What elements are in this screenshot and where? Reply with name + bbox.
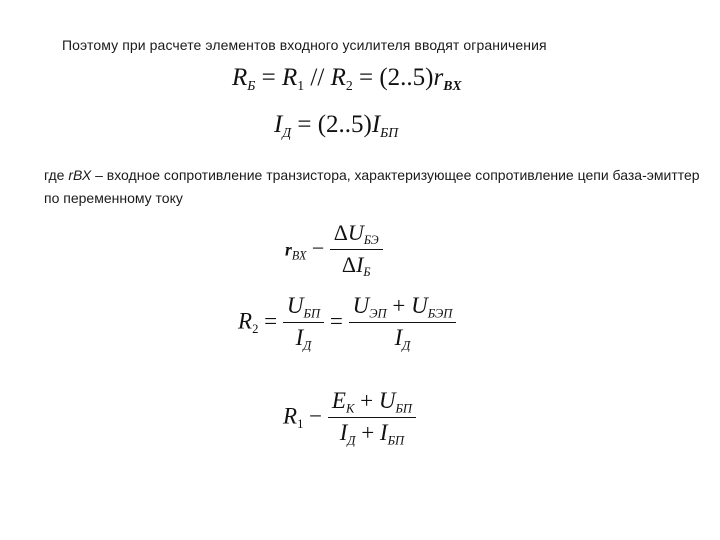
eq3-num-sub: БЭ bbox=[363, 233, 379, 248]
equation-r1 bbox=[283, 388, 416, 449]
eq4-lhs: R bbox=[238, 308, 253, 334]
equation-r2 bbox=[238, 293, 456, 354]
eq5-num-b: U bbox=[378, 388, 396, 413]
eq5-numerator bbox=[328, 388, 416, 418]
eq4-f1-denominator bbox=[283, 323, 324, 353]
eq3-den-sub: Б bbox=[363, 265, 371, 280]
eq1-rvx-sub: BX bbox=[443, 77, 462, 93]
eq5-den-a-sub: Д bbox=[347, 433, 356, 448]
eq4-f1-num-sub: БП bbox=[303, 306, 321, 321]
eq3-num-var: U bbox=[347, 220, 364, 245]
eq4-lhs-sub: 2 bbox=[252, 322, 259, 337]
eq5-op: − bbox=[303, 403, 328, 429]
eq4-f1-num-var: U bbox=[286, 293, 304, 318]
eq4-f2-num-b: U bbox=[411, 293, 428, 318]
eq2-ib-sub: БП bbox=[380, 124, 399, 140]
eq1-equals: = bbox=[255, 64, 283, 91]
intro-text: Поэтому при расчете элементов входного усилителя вводят ограничения bbox=[62, 37, 547, 53]
eq1-parallel: // bbox=[304, 64, 331, 91]
eq3-lhs-sub: ВХ bbox=[291, 248, 307, 263]
eq1-r2: R bbox=[330, 64, 346, 91]
eq4-equals: = bbox=[258, 308, 283, 334]
eq4-f2-numerator bbox=[349, 293, 457, 323]
eq1-r2-sub: 2 bbox=[345, 77, 353, 93]
eq5-den-b: I bbox=[379, 420, 388, 446]
eq2-coef: (2..5) bbox=[317, 111, 372, 138]
eq4-f2-denominator bbox=[349, 323, 457, 353]
eq4-f1-den-var: I bbox=[295, 325, 304, 351]
eq4-fraction-1 bbox=[283, 293, 324, 354]
eq3-den-delta: Δ bbox=[341, 252, 357, 278]
where-var: rВХ bbox=[68, 167, 92, 183]
eq5-lhs: R bbox=[283, 403, 298, 429]
eq3-lhs: r bbox=[285, 239, 292, 260]
eq5-num-a: E bbox=[331, 388, 346, 413]
equation-id-constraint bbox=[274, 111, 398, 141]
eq4-f2-num-a-sub: ЭП bbox=[369, 306, 387, 321]
eq3-num-delta: Δ bbox=[333, 220, 348, 245]
eq5-den-plus: + bbox=[355, 420, 380, 446]
eq4-f2-plus: + bbox=[386, 293, 412, 318]
eq3-numerator bbox=[330, 220, 383, 250]
eq5-fraction bbox=[328, 388, 416, 449]
eq5-num-plus: + bbox=[354, 388, 379, 413]
eq5-num-b-sub: БП bbox=[395, 401, 413, 416]
eq4-f1-den-sub: Д bbox=[303, 338, 312, 353]
eq3-fraction bbox=[330, 220, 383, 280]
eq4-f2-den-sub: Д bbox=[402, 338, 411, 353]
eq2-i-sub: Д bbox=[282, 124, 292, 140]
eq5-den-b-sub: БП bbox=[387, 433, 405, 448]
where-prefix: где bbox=[44, 167, 69, 183]
eq5-num-a-sub: К bbox=[345, 401, 355, 416]
eq1-equals-2: = bbox=[352, 64, 380, 91]
eq2-i: I bbox=[274, 111, 283, 138]
eq3-den-var: I bbox=[356, 252, 364, 278]
eq1-r: R bbox=[232, 64, 248, 91]
eq1-r1-sub: 1 bbox=[297, 77, 305, 93]
eq1-rvx: r bbox=[433, 64, 444, 91]
equation-rvx bbox=[285, 220, 383, 280]
eq2-ib: I bbox=[371, 111, 381, 138]
eq5-den-a: I bbox=[339, 420, 348, 446]
eq4-equals-2: = bbox=[324, 308, 349, 334]
eq5-lhs-sub: 1 bbox=[297, 417, 304, 432]
eq1-r1: R bbox=[282, 64, 298, 91]
eq4-f2-den-var: I bbox=[394, 325, 403, 351]
equation-rb-constraint bbox=[232, 64, 462, 94]
eq4-f1-numerator bbox=[283, 293, 324, 323]
eq4-f2-num-b-sub: БЭП bbox=[427, 306, 453, 321]
where-text: – входное сопротивление транзистора, характеризующее сопротивление цепи база-эмиттер по переменному току bbox=[44, 167, 700, 206]
eq2-equals: = bbox=[291, 111, 318, 138]
eq1-r-sub: Б bbox=[247, 77, 256, 93]
eq3-op: − bbox=[306, 235, 330, 261]
where-paragraph bbox=[44, 164, 704, 210]
eq3-denominator bbox=[330, 250, 383, 280]
eq5-denominator bbox=[328, 418, 416, 448]
eq4-fraction-2 bbox=[349, 293, 457, 354]
eq1-coef: (2..5) bbox=[379, 64, 434, 91]
eq4-f2-num-a: U bbox=[352, 293, 370, 318]
